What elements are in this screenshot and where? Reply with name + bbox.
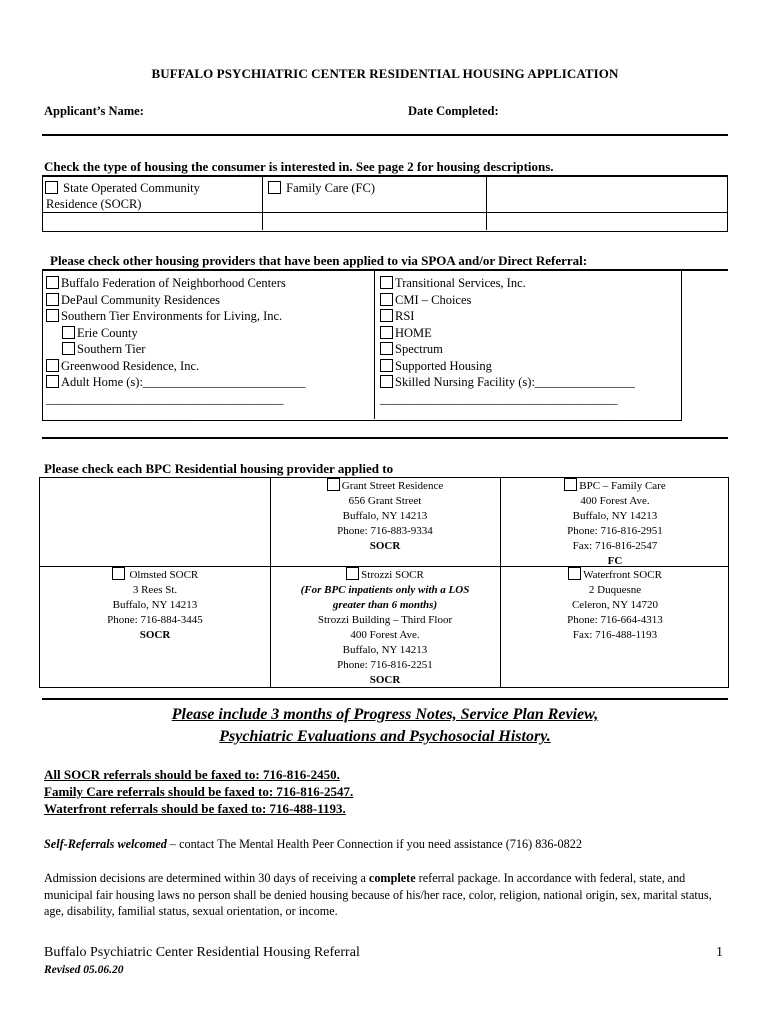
fax: Fax: 716-488-1193	[572, 629, 658, 641]
socr-option[interactable]	[45, 180, 200, 197]
checkbox[interactable]	[46, 309, 59, 322]
phone: Phone: 716-816-2951	[567, 525, 663, 537]
list-item[interactable]: Adult Home (s):__________________________	[46, 374, 305, 391]
city: Buffalo, NY 14213	[572, 510, 658, 522]
type-badge: SOCR	[369, 540, 401, 552]
page-title: BUFFALO PSYCHIATRIC CENTER RESIDENTIAL HOUSING APPLICATION	[151, 66, 619, 81]
checkbox[interactable]	[46, 293, 59, 306]
list-item[interactable]: Erie County	[46, 325, 305, 342]
address: 400 Forest Ave.	[350, 629, 420, 641]
applicant-name-label: Applicant’s Name:	[44, 104, 144, 118]
city: Celeron, NY 14720	[571, 599, 659, 611]
address: 400 Forest Ave.	[580, 495, 650, 507]
waterfront-option[interactable]: Waterfront SOCR	[500, 567, 730, 583]
fill-line[interactable]: ______________________________________	[380, 408, 618, 422]
family-care-checkbox[interactable]	[268, 181, 281, 194]
list-item[interactable]: Southern Tier	[46, 341, 305, 358]
type-badge: SOCR	[369, 674, 401, 686]
olmsted-cell	[40, 567, 270, 643]
family-care-cell	[500, 478, 730, 569]
type-badge: SOCR	[139, 629, 171, 641]
phone: Phone: 716-664-4313	[567, 614, 663, 626]
table-row-divider	[43, 212, 727, 213]
list-item[interactable]: Supported Housing	[380, 358, 635, 375]
checkbox[interactable]	[346, 567, 359, 580]
type-badge: FC	[607, 555, 623, 567]
city: Buffalo, NY 14213	[342, 510, 428, 522]
list-item[interactable]: Greenwood Residence, Inc.	[46, 358, 305, 375]
checkbox[interactable]	[380, 359, 393, 372]
family-care-label: Family Care (FC)	[286, 181, 376, 195]
table-col-divider	[262, 177, 263, 230]
grant-street-option[interactable]: Grant Street Residence	[270, 478, 500, 494]
phone: Phone: 716-816-2251	[337, 659, 433, 671]
city: Buffalo, NY 14213	[112, 599, 198, 611]
other-providers-heading: Please check other housing providers that have been applied to via SPOA and/or Direct Referral:	[50, 253, 588, 268]
admission-paragraph: Admission decisions are determined within 30 days of receiving a complete referral package. In accordance with federal, state, and municipal fair housing laws no person shall be denied housing because of his/her race, color, religion, national origin, sex, marital status, age, disability, familial status, sexual orientation, or income.	[44, 871, 712, 918]
strozzi-option[interactable]: Strozzi SOCR	[270, 567, 500, 583]
revised-date: Revised 05.06.20	[44, 964, 124, 976]
list-item[interactable]: RSI	[380, 308, 635, 325]
fax-family-care: Family Care referrals should be faxed to: 716-816-2547.	[44, 784, 354, 799]
self-referral-lead: Self-Referrals welcomed	[44, 837, 167, 851]
housing-type-table	[42, 177, 728, 232]
list-item[interactable]: CMI – Choices	[380, 292, 635, 309]
list-item[interactable]: Southern Tier Environments for Living, Inc.	[46, 308, 305, 325]
other-providers-right	[380, 275, 635, 424]
table-col-divider	[374, 271, 375, 419]
socr-label: State Operated Community	[63, 181, 200, 195]
self-referral-rest: – contact The Mental Health Peer Connection if you need assistance (716) 836-0822	[166, 837, 582, 851]
divider	[42, 698, 728, 700]
socr-label-cont: Residence (SOCR)	[46, 197, 142, 211]
checkbox[interactable]	[380, 293, 393, 306]
note: greater than 6 months)	[332, 599, 438, 611]
city: Buffalo, NY 14213	[342, 644, 428, 656]
waterfront-cell	[500, 567, 730, 643]
housing-type-heading: Check the type of housing the consumer is interested in. See page 2 for housing descriptions.	[44, 159, 554, 174]
checkbox[interactable]	[568, 567, 581, 580]
fill-line[interactable]: ______________________________________	[46, 391, 284, 406]
table-col-divider	[486, 177, 487, 230]
list-item[interactable]: HOME	[380, 325, 635, 342]
family-care-option[interactable]	[268, 180, 375, 197]
checkbox[interactable]	[327, 478, 340, 491]
checkbox[interactable]	[380, 326, 393, 339]
date-completed-label: Date Completed:	[408, 104, 499, 118]
olmsted-option[interactable]: Olmsted SOCR	[40, 567, 270, 583]
checkbox[interactable]	[46, 276, 59, 289]
family-care-provider-option[interactable]: BPC – Family Care	[500, 478, 730, 494]
list-item[interactable]: Spectrum	[380, 341, 635, 358]
note: (For BPC inpatients only with a LOS	[300, 584, 470, 596]
checkbox[interactable]	[380, 375, 393, 388]
notice-line-1: Please include 3 months of Progress Notes, Service Plan Review,	[171, 706, 599, 723]
checkbox[interactable]	[380, 309, 393, 322]
checkbox[interactable]	[46, 359, 59, 372]
list-item[interactable]: Transitional Services, Inc.	[380, 275, 635, 292]
bpc-heading: Please check each BPC Residential housing provider applied to	[44, 461, 394, 476]
checkbox[interactable]	[112, 567, 125, 580]
socr-checkbox[interactable]	[45, 181, 58, 194]
divider	[42, 437, 728, 439]
fax: Fax: 716-816-2547	[572, 540, 658, 552]
list-item[interactable]: DePaul Community Residences	[46, 292, 305, 309]
list-item[interactable]: Skilled Nursing Facility (s):________________	[380, 374, 635, 391]
strozzi-cell	[270, 567, 500, 688]
address: 656 Grant Street	[348, 495, 422, 507]
phone: Phone: 716-883-9334	[337, 525, 433, 537]
checkbox[interactable]	[46, 375, 59, 388]
footer-title: Buffalo Psychiatric Center Residential Housing Referral	[44, 945, 360, 960]
building: Strozzi Building – Third Floor	[317, 614, 453, 626]
fax-socr: All SOCR referrals should be faxed to: 716-816-2450.	[44, 767, 340, 782]
address: 3 Rees St.	[132, 584, 178, 596]
grant-street-cell	[270, 478, 500, 554]
applicant-line[interactable]	[42, 134, 728, 136]
page-number: 1	[716, 945, 723, 960]
address: 2 Duquesne	[588, 584, 642, 596]
fill-line[interactable]: ______________________________________	[380, 391, 618, 406]
list-item[interactable]: Buffalo Federation of Neighborhood Centers	[46, 275, 305, 292]
fill-line[interactable]: _______________________	[46, 408, 190, 422]
checkbox[interactable]	[62, 342, 75, 355]
phone: Phone: 716-884-3445	[107, 614, 203, 626]
checkbox[interactable]	[380, 342, 393, 355]
self-referral-text	[44, 836, 734, 853]
other-providers-left	[46, 275, 305, 424]
checkbox[interactable]	[62, 326, 75, 339]
fax-waterfront: Waterfront referrals should be faxed to: 716-488-1193.	[44, 801, 346, 816]
checkbox[interactable]	[380, 276, 393, 289]
notice-line-2: Psychiatric Evaluations and Psychosocial History.	[219, 728, 551, 745]
checkbox[interactable]	[564, 478, 577, 491]
